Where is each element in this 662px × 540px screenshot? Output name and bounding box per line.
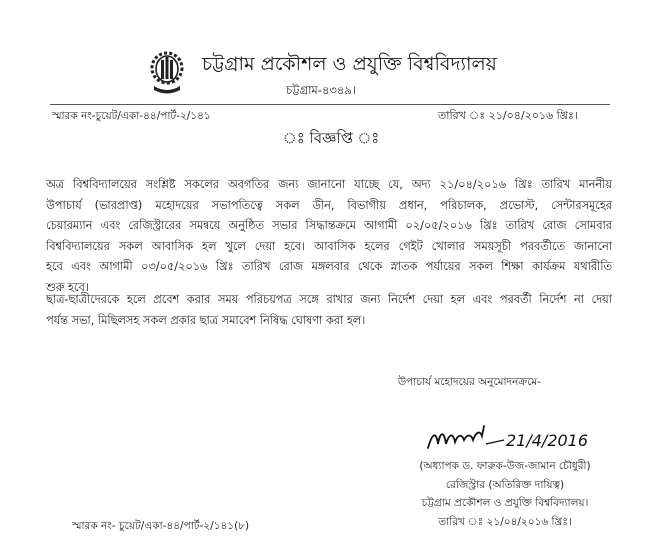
paragraph-line: শুরু হবে। bbox=[46, 280, 89, 294]
issue-date: তারিখ ঃ ২১/০৪/২০১৬ খ্রিঃ। bbox=[438, 109, 578, 122]
paragraph-line: ছাত্র-ছাত্রীদেরকে হলে প্রবেশ করার সময় পরিচয়পত্র সঙ্গে রাখার জন্য নির্দেশ দেয়া হল এবং পরবর্তী নির্দেশ না দেয়া bbox=[46, 293, 612, 306]
university-name: চট্টগ্রাম প্রকৌশল ও প্রযুক্তি বিশ্ববিদ্যালয় bbox=[202, 53, 497, 75]
memo-number: স্মারক নং-চুয়েট/একা-৪৪/পার্ট-২/১৪১ bbox=[52, 110, 211, 122]
paragraph-line: অত্র বিশ্ববিদ্যালয়ের সংশ্লিষ্ট সকলের অবগতির জন্য জানানো যাচ্ছে যে, অদ্য ২১/০৪/২০১৬ খ্রিঃ তারিখ মাননীয় bbox=[46, 178, 612, 191]
footer-memo-number: স্মারক নং- চুয়েট/একা-৪৪/পার্ট-২/১৪১(৮) bbox=[72, 520, 250, 532]
header-divider bbox=[50, 104, 610, 105]
notice-paragraph-2 bbox=[46, 290, 612, 331]
paragraph-line: বিশ্ববিদ্যালয়ের সকল আবাসিক হল খুলে দেয়া হবে। আবাসিক হলের গেইট খোলার সময়সূচী পরবর্তীতে জানানো bbox=[46, 239, 612, 253]
paragraph-line: পর্যন্ত সভা, মিছিলসহ সকল প্রকার ছাত্র সমাবেশ নিষিদ্ধ ঘোষণা করা হল। bbox=[46, 313, 366, 327]
university-logo-icon bbox=[150, 48, 184, 96]
signatory-institution: চট্টগ্রাম প্রকৌশল ও প্রযুক্তি বিশ্ববিদ্যালয়। bbox=[421, 497, 589, 509]
notice-paragraph-1 bbox=[46, 175, 612, 298]
letterhead bbox=[150, 48, 550, 104]
approval-note: উপাচার্য মহোদয়ের অনুমোদনক্রমে- bbox=[398, 376, 541, 388]
notice-title: ঃ বিজ্ঞপ্তি ঃ bbox=[282, 129, 380, 147]
signatory-designation: রেজিস্ট্রার (অতিরিক্ত দায়িত্ব) bbox=[445, 478, 565, 491]
paragraph-line: হবে এবং আগামী ০৩/০৫/২০১৬ খ্রিঃ তারিখ রোজ মঙ্গলবার থেকে স্নাতক পর্যায়ের সকল শিক্ষা কার্যক্রম যথারীতি bbox=[46, 260, 612, 273]
signatory-name: (অধ্যাপক ড. ফারুক-উজ-জামান চৌধুরী) bbox=[419, 460, 591, 472]
signatory-block bbox=[380, 457, 630, 531]
signatory-date: তারিখ ঃ ২১/০৪/২০১৬ খ্রিঃ। bbox=[438, 515, 572, 528]
handwritten-signature-icon bbox=[424, 420, 614, 456]
university-address: চট্টগ্রাম-৪৩৪৯। bbox=[286, 83, 356, 97]
svg-text:21/4/2016: 21/4/2016 bbox=[506, 431, 589, 450]
paragraph-line: চেয়ারম্যান এবং রেজিস্ট্রারের সমন্বয়ে অনুষ্ঠিত সভার সিদ্ধান্তক্রমে আগামী ০২/০৫/২০১৬ খ্রিঃ তারিখ রোজ সোমবার bbox=[46, 219, 612, 232]
paragraph-line: উপাচার্য (ভারপ্রাপ্ত) মহোদয়ের সভাপতিত্বে সকল ডীন, বিভাগীয় প্রধান, পরিচালক, প্রভোস্ট, সেন্টারসমূহের bbox=[46, 198, 612, 212]
